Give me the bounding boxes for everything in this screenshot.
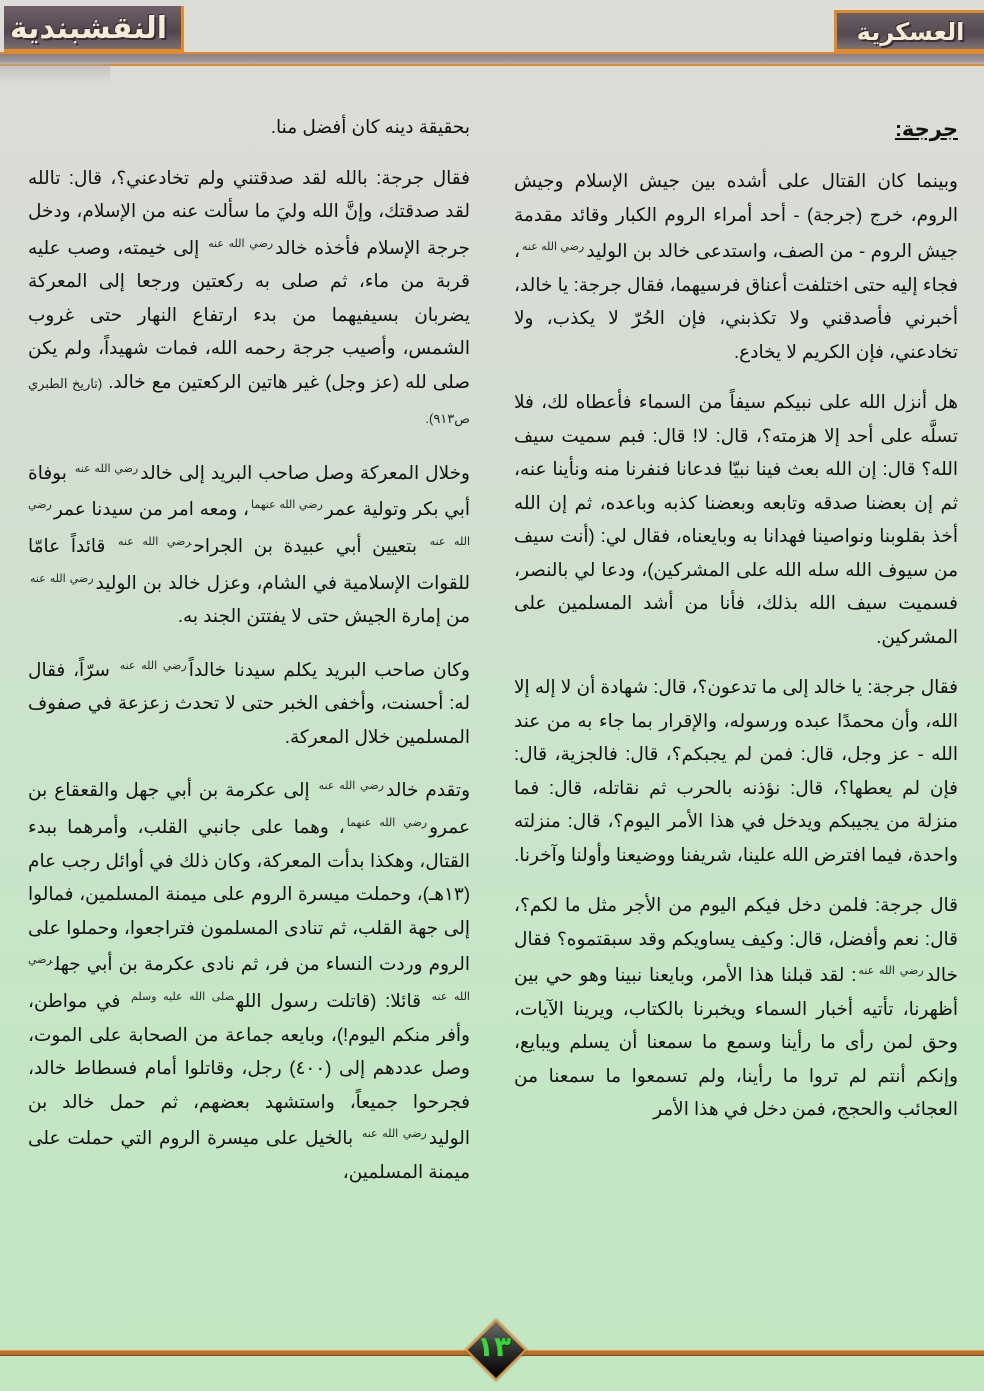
paragraph-text: فقال جرجة: بالله لقد صدقتني ولم تخادعني؟، قال: تالله لقد صدقتك، وإنَّ الله وليَ ما سألت عنه من الإسلام، ودخل جرجة الإسلام فأخذه خالد [28,166,470,258]
paragraph-text: وتقدم خالد [385,779,471,801]
paragraph-text: إلى عكرمة بن أبي جهل والقعقاع بن عمرو [28,779,470,838]
honorific-icon: رضي الله عنه [318,780,384,793]
paragraph-text: قائلا: (قاتلت رسول الله [236,990,430,1012]
honorific-icon: رضي الله عنه [74,462,139,475]
page-number-badge [466,1320,522,1376]
paragraph: هل أنزل الله على نبيكم سيفاً من السماء فأعطاه لك، فلا تسلَّه على أحد إلا هزمته؟، قال: لا! قال: فبم سميت سيف الله؟ قال: إن الله بعث فينا نبيّا فدعانا فنفرنا منه ونأينا عنه، ثم إن بعضنا صدقه وتابعه وبعضنا كذبه وباعده، ثم إن الله أخذ بقلوبنا ونواصينا فهدانا به وبايعناه، فقال لي: (أنت سيف من سيوف الله سله الله على المشركين)، ودعا لي بالنصر، فسميت سيف الله بذلك، فأنا من أشد المسلمين على المشركين. [514,391,958,647]
paragraph-text: ، ومعه امر من سيدنا عمر [53,498,249,520]
paragraph [514,164,958,368]
paragraph-text: ، وهما على جانبي القلب، وأمرهما ببدء القتال، وهكذا بدأت المعركة، وكان ذلك في أوائل رجب عام (١٣هـ)، وحملت ميسرة الروم على ميمنة المسلمين، فمالوا إلى جهة القلب، ثم تنادى المسلمون فتراجعوا، وحملوا على الروم وردت النساء من فر، ثم نادى عكرمة بن أبي جهل [28,816,470,975]
honorific-icon: رضي الله عنه [521,241,585,253]
paragraph-text: من إمارة الجيش حتى لا يفتتن الجند به. [177,605,470,627]
magazine-title: النقشبندية [4,6,184,52]
header-band [0,52,984,66]
paragraph-text: سرّاً، فقال له: أحسنت، وأخفى الخبر حتى لا تحدث زعزعة في صفوف المسلمين خلال المعركة. [28,658,470,747]
paragraph-text: : لقد قبلنا هذا الأمر، وبايعنا نبينا وهو حي بين أظهرنا، تأتيه أخبار السماء ويخبرنا بالكتاب، ويرينا الآيات، وحق لمن رأى ما رأينا وسمع ما سمعنا أن يسلم ويبايع، وإنكم أنتم لم تروا ما رأينا، ولم تسمعوا ما سمعنا من العجائب والحجج، فمن دخل في هذا الأمر [514,964,958,1120]
honorific-icon: رضي الله عنه [118,535,192,548]
paragraph-text: بوفاة أبي بكر وتولية عمر [28,461,471,520]
paragraph-text: ، فجاء إليه حتى اختلفت أعناق فرسيهما، فقال جرجة: يا خالد، أخبرني فأصدقني ولا تكذبني، فإن الحُرّ لا يكذب، ولا تخادعني، فإن الكريم لا يخادع. [514,240,958,362]
paragraph: بحقيقة دينه كان أفضل منا. [270,116,470,137]
honorific-icon: رضي الله عنه [361,1128,427,1141]
page-number: ١٣ [476,1331,512,1362]
honorific-icon: رضي الله عنه [28,954,470,1003]
paragraph [28,453,470,633]
paragraph [28,161,470,436]
paragraph [28,650,470,754]
right-column [514,110,958,1143]
paragraph: فقال جرجة: يا خالد إلى ما تدعون؟، قال: شهادة أن لا إله إلا الله، وأن محمدًا عبده ورسوله، والإقرار بما جاء به من عند الله - عز وجل، قال: فمن لم يجبكم؟، قال: فالجزية، قال: فإن لم يعطها؟، قال: نؤذنه بالحرب ثم نقاتله، قال: فما منزلة من يجيبكم ويدخل في هذا الأمر اليوم؟، قال: منزلته واحدة، فيما افترض الله علينا، شريفنا ووضيعنا وأولنا وآخرنا. [514,676,958,865]
paragraph-text: قائداً عامّا للقوات الإسلامية في الشام، وعزل خالد بن الوليد [28,535,470,593]
paragraph-text: إلى خيمته، وصب عليه قربة من ماء، ثم صلى به ركعتين ورجعا إلى المعركة يضربان بسيفيهما من بدء ارتفاع النهار حتى غروب الشمس، وأصيب جرجة رحمه الله، فمات شهيداً، ولم يكن صلى لله (عز وجل) غير هاتين الركعتين مع خالد. [28,236,471,392]
citation: (تاريخ الطبري ص٩١٣). [28,375,470,427]
honorific-icon: صلى الله عليه وسلم [131,990,235,1003]
paragraph [28,770,470,1188]
paragraph-text: بالخيل على ميسرة الروم التي حملت على ميمنة المسلمين، [28,1127,470,1182]
section-heading: جرجة: [894,118,958,141]
header-decoration [0,64,110,84]
paragraph-text: وبينما كان القتال على أشده بين جيش الإسلام وجيش الروم، خرج (جرجة) - أحد أمراء الروم الكبار وقائد مقدمة جيش الروم - من الصف، واستدعى خالد بن الوليد [514,170,958,262]
honorific-icon: رضي الله عنه [208,237,274,250]
paragraph-text: وخلال المعركة وصل صاحب البريد إلى خالد [140,461,470,483]
paragraph-text: بتعيين أبي عبيدة بن الجراح [193,535,428,557]
section-label: العسكرية [834,10,984,52]
paragraph-text: في مواطن، وأفر منكم اليوم!)، وبايعه جماعة من الصحابة على الموت، وصل عددهم إلى (٤٠٠) رجل، وقاتلوا أمام فسطاط خالد، فجرحوا جميعاً، واستشهد بعضهم، ثم حمل خالد بن الوليد [28,990,470,1149]
left-column [28,110,470,1205]
honorific-icon: رضي الله عنهما [251,499,323,512]
honorific-icon: رضي الله عنه [119,659,187,672]
honorific-icon: رضي الله عنهما [346,817,428,830]
paragraph-text: وكان صاحب البريد يكلم سيدنا خالداً [188,658,470,680]
honorific-icon: رضي الله عنه [30,572,94,585]
honorific-icon: رضي الله عنه [28,499,471,548]
honorific-icon: رضي الله عنه [858,965,924,978]
paragraph-text: قال جرجة: فلمن دخل فيكم اليوم من الأجر مثل ما لكم؟، قال: نعم وأفضل، قال: وكيف يساويكم وقد سبقتموه؟ فقال خالد [514,894,958,986]
paragraph [514,888,958,1126]
